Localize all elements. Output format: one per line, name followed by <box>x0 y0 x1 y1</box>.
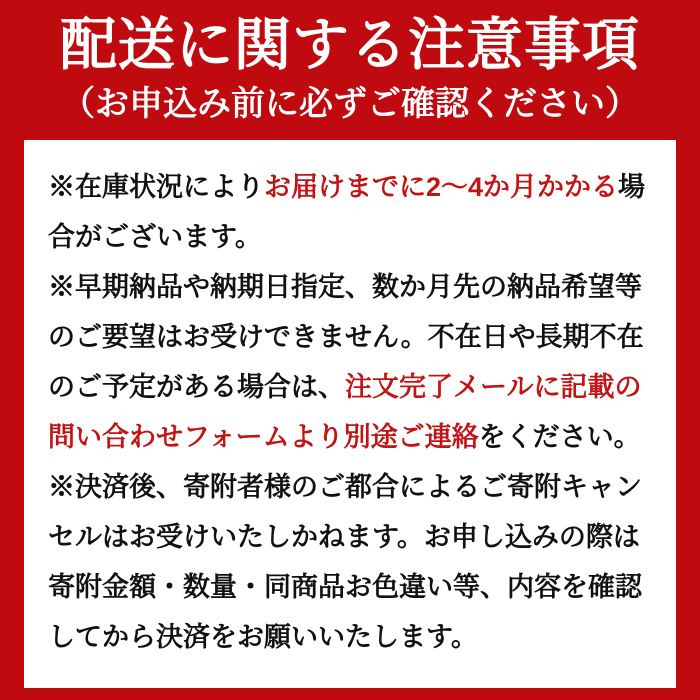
text-segment: 場合がございます。 <box>48 172 646 252</box>
notice-title: 配送に関する注意事項 <box>60 13 640 77</box>
notice-body <box>24 140 676 688</box>
bottom-border <box>0 688 700 700</box>
text-segment: をください。 <box>478 422 641 452</box>
notice-paragraph-stock-delay <box>48 162 652 262</box>
notice-header <box>0 0 700 140</box>
notice-paragraph-no-cancellation <box>48 462 652 662</box>
emphasis-text-delivery-time: お届けまでに2〜4か月かかる <box>264 172 619 202</box>
text-segment: ※決済後、寄附者様のご都合によるご寄附キャンセルはお受けいたしかねます。お申し込みの際は寄附金額・数量・同商品お色違い等、内容を確認してから決済をお願いいたします。 <box>48 472 642 652</box>
notice-paragraph-no-date-requests <box>48 262 652 462</box>
text-segment: ※在庫状況により <box>48 172 264 202</box>
text-segment: ※早期納品や納期日指定、数か月先の納品希望等のご要望はお受けできません。不在日や長期不在のご予定がある場合は、 <box>48 272 644 402</box>
emphasis-text-contact-form: 注文完了メールに記載の問い合わせフォームより別途ご連絡 <box>48 372 642 452</box>
notice-subtitle: （お申込み前に必ずご確認ください） <box>61 85 639 123</box>
